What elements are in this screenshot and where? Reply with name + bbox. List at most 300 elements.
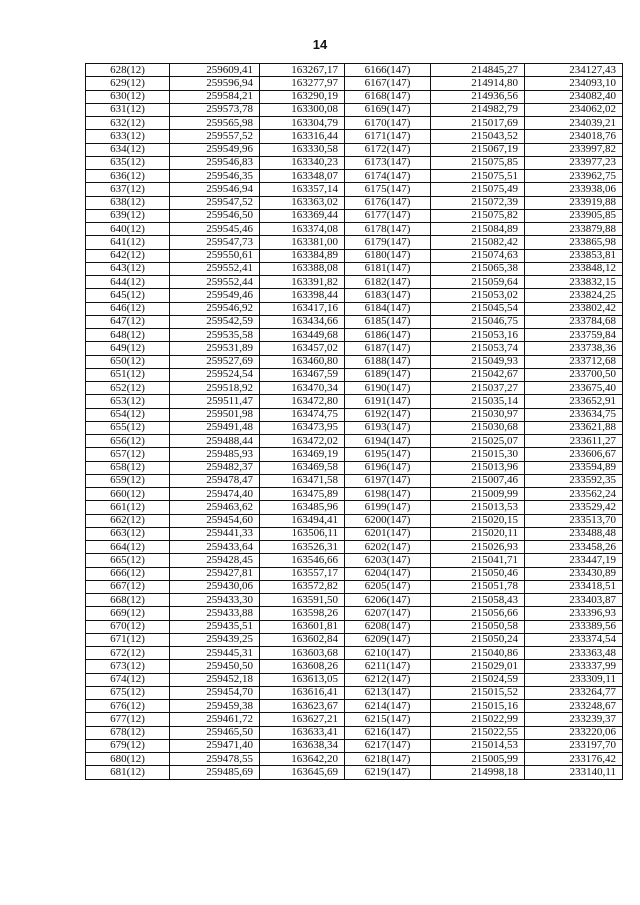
x-coordinate-cell: 259452,18	[170, 673, 260, 686]
x-coordinate-cell: 259535,58	[170, 329, 260, 342]
x-coordinate-cell: 259485,69	[170, 766, 260, 779]
table-row	[86, 170, 623, 183]
y-coordinate-cell: 163391,82	[260, 276, 345, 289]
y-coordinate-cell: 163494,41	[260, 514, 345, 527]
point-id-cell: 6201(147)	[345, 527, 431, 540]
x-coordinate-cell: 259546,94	[170, 183, 260, 196]
x-coordinate-cell: 259465,50	[170, 726, 260, 739]
point-id-cell: 631(12)	[86, 103, 170, 116]
point-id-cell: 639(12)	[86, 209, 170, 222]
point-id-cell: 642(12)	[86, 249, 170, 262]
x-coordinate-cell: 259478,55	[170, 753, 260, 766]
y-coordinate-cell: 163546,66	[260, 554, 345, 567]
table-row	[86, 594, 623, 607]
y-coordinate-cell: 163398,44	[260, 289, 345, 302]
x-coordinate-cell: 215042,67	[431, 368, 525, 381]
table-row	[86, 607, 623, 620]
point-id-cell: 677(12)	[86, 713, 170, 726]
point-id-cell: 6173(147)	[345, 156, 431, 169]
point-id-cell: 6167(147)	[345, 77, 431, 90]
y-coordinate-cell: 233832,15	[525, 276, 623, 289]
point-id-cell: 660(12)	[86, 488, 170, 501]
y-coordinate-cell: 163469,58	[260, 461, 345, 474]
point-id-cell: 659(12)	[86, 474, 170, 487]
table-row	[86, 276, 623, 289]
point-id-cell: 6179(147)	[345, 236, 431, 249]
page-number: 14	[312, 37, 328, 52]
table-row	[86, 103, 623, 116]
x-coordinate-cell: 259445,31	[170, 647, 260, 660]
x-coordinate-cell: 214998,18	[431, 766, 525, 779]
table-row	[86, 488, 623, 501]
point-id-cell: 6196(147)	[345, 461, 431, 474]
x-coordinate-cell: 259459,38	[170, 700, 260, 713]
x-coordinate-cell: 215024,59	[431, 673, 525, 686]
x-coordinate-cell: 215030,97	[431, 408, 525, 421]
point-id-cell: 6205(147)	[345, 580, 431, 593]
y-coordinate-cell: 233634,75	[525, 408, 623, 421]
x-coordinate-cell: 259549,96	[170, 143, 260, 156]
y-coordinate-cell: 233700,50	[525, 368, 623, 381]
point-id-cell: 675(12)	[86, 686, 170, 699]
x-coordinate-cell: 215050,46	[431, 567, 525, 580]
point-id-cell: 6172(147)	[345, 143, 431, 156]
x-coordinate-cell: 215014,53	[431, 739, 525, 752]
table-row	[86, 527, 623, 540]
point-id-cell: 6219(147)	[345, 766, 431, 779]
table-row	[86, 766, 623, 779]
point-id-cell: 6204(147)	[345, 567, 431, 580]
x-coordinate-cell: 259550,61	[170, 249, 260, 262]
point-id-cell: 6190(147)	[345, 382, 431, 395]
y-coordinate-cell: 233363,48	[525, 647, 623, 660]
point-id-cell: 640(12)	[86, 223, 170, 236]
table-row	[86, 647, 623, 660]
point-id-cell: 6182(147)	[345, 276, 431, 289]
table-row	[86, 117, 623, 130]
point-id-cell: 6207(147)	[345, 607, 431, 620]
y-coordinate-cell: 234127,43	[525, 64, 623, 77]
y-coordinate-cell: 163388,08	[260, 262, 345, 275]
y-coordinate-cell: 233529,42	[525, 501, 623, 514]
point-id-cell: 6210(147)	[345, 647, 431, 660]
x-coordinate-cell: 259463,62	[170, 501, 260, 514]
y-coordinate-cell: 163290,19	[260, 90, 345, 103]
x-coordinate-cell: 215030,68	[431, 421, 525, 434]
table-row	[86, 461, 623, 474]
y-coordinate-cell: 163434,66	[260, 315, 345, 328]
x-coordinate-cell: 259531,89	[170, 342, 260, 355]
point-id-cell: 679(12)	[86, 739, 170, 752]
y-coordinate-cell: 233197,70	[525, 739, 623, 752]
point-id-cell: 6206(147)	[345, 594, 431, 607]
x-coordinate-cell: 215050,24	[431, 633, 525, 646]
x-coordinate-cell: 259430,06	[170, 580, 260, 593]
y-coordinate-cell: 163608,26	[260, 660, 345, 673]
y-coordinate-cell: 163526,31	[260, 541, 345, 554]
y-coordinate-cell: 163475,89	[260, 488, 345, 501]
table-row	[86, 567, 623, 580]
point-id-cell: 6169(147)	[345, 103, 431, 116]
y-coordinate-cell: 234093,10	[525, 77, 623, 90]
y-coordinate-cell: 233962,75	[525, 170, 623, 183]
y-coordinate-cell: 163506,11	[260, 527, 345, 540]
x-coordinate-cell: 259501,98	[170, 408, 260, 421]
x-coordinate-cell: 215075,51	[431, 170, 525, 183]
x-coordinate-cell: 215041,71	[431, 554, 525, 567]
point-id-cell: 674(12)	[86, 673, 170, 686]
point-id-cell: 676(12)	[86, 700, 170, 713]
y-coordinate-cell: 234062,02	[525, 103, 623, 116]
x-coordinate-cell: 215050,58	[431, 620, 525, 633]
y-coordinate-cell: 233592,35	[525, 474, 623, 487]
y-coordinate-cell: 163572,82	[260, 580, 345, 593]
point-id-cell: 653(12)	[86, 395, 170, 408]
x-coordinate-cell: 259518,92	[170, 382, 260, 395]
point-id-cell: 672(12)	[86, 647, 170, 660]
y-coordinate-cell: 233652,91	[525, 395, 623, 408]
y-coordinate-cell: 233488,48	[525, 527, 623, 540]
table-row	[86, 514, 623, 527]
x-coordinate-cell: 215017,69	[431, 117, 525, 130]
x-coordinate-cell: 259546,83	[170, 156, 260, 169]
y-coordinate-cell: 233220,06	[525, 726, 623, 739]
point-id-cell: 673(12)	[86, 660, 170, 673]
y-coordinate-cell: 233239,37	[525, 713, 623, 726]
y-coordinate-cell: 233396,93	[525, 607, 623, 620]
y-coordinate-cell: 163601,81	[260, 620, 345, 633]
x-coordinate-cell: 259547,52	[170, 196, 260, 209]
table-row	[86, 183, 623, 196]
x-coordinate-cell: 259454,70	[170, 686, 260, 699]
point-id-cell: 633(12)	[86, 130, 170, 143]
point-id-cell: 634(12)	[86, 143, 170, 156]
x-coordinate-cell: 259546,92	[170, 302, 260, 315]
x-coordinate-cell: 215020,15	[431, 514, 525, 527]
table-row	[86, 382, 623, 395]
table-row	[86, 686, 623, 699]
table-row	[86, 130, 623, 143]
x-coordinate-cell: 259546,50	[170, 209, 260, 222]
point-id-cell: 681(12)	[86, 766, 170, 779]
x-coordinate-cell: 259511,47	[170, 395, 260, 408]
y-coordinate-cell: 163330,58	[260, 143, 345, 156]
y-coordinate-cell: 163613,05	[260, 673, 345, 686]
point-id-cell: 6211(147)	[345, 660, 431, 673]
point-id-cell: 6212(147)	[345, 673, 431, 686]
x-coordinate-cell: 215058,43	[431, 594, 525, 607]
point-id-cell: 6168(147)	[345, 90, 431, 103]
point-id-cell: 6209(147)	[345, 633, 431, 646]
point-id-cell: 6203(147)	[345, 554, 431, 567]
point-id-cell: 6213(147)	[345, 686, 431, 699]
x-coordinate-cell: 215015,30	[431, 448, 525, 461]
x-coordinate-cell: 259546,35	[170, 170, 260, 183]
table-row	[86, 355, 623, 368]
x-coordinate-cell: 259547,73	[170, 236, 260, 249]
y-coordinate-cell: 233621,88	[525, 421, 623, 434]
y-coordinate-cell: 233784,68	[525, 315, 623, 328]
x-coordinate-cell: 215007,46	[431, 474, 525, 487]
y-coordinate-cell: 163627,21	[260, 713, 345, 726]
x-coordinate-cell: 215084,89	[431, 223, 525, 236]
table-row	[86, 726, 623, 739]
point-id-cell: 6184(147)	[345, 302, 431, 315]
x-coordinate-cell: 215026,93	[431, 541, 525, 554]
table-row	[86, 196, 623, 209]
x-coordinate-cell: 215075,85	[431, 156, 525, 169]
y-coordinate-cell: 163340,23	[260, 156, 345, 169]
y-coordinate-cell: 233264,77	[525, 686, 623, 699]
table-row	[86, 673, 623, 686]
y-coordinate-cell: 233309,11	[525, 673, 623, 686]
x-coordinate-cell: 259545,46	[170, 223, 260, 236]
point-id-cell: 6202(147)	[345, 541, 431, 554]
point-id-cell: 6187(147)	[345, 342, 431, 355]
point-id-cell: 6215(147)	[345, 713, 431, 726]
y-coordinate-cell: 163603,68	[260, 647, 345, 660]
x-coordinate-cell: 215037,27	[431, 382, 525, 395]
x-coordinate-cell: 215013,53	[431, 501, 525, 514]
y-coordinate-cell: 163384,89	[260, 249, 345, 262]
y-coordinate-cell: 233675,40	[525, 382, 623, 395]
y-coordinate-cell: 233853,81	[525, 249, 623, 262]
x-coordinate-cell: 215067,19	[431, 143, 525, 156]
y-coordinate-cell: 233865,98	[525, 236, 623, 249]
point-id-cell: 649(12)	[86, 342, 170, 355]
y-coordinate-cell: 163472,02	[260, 435, 345, 448]
y-coordinate-cell: 163473,95	[260, 421, 345, 434]
table-row	[86, 236, 623, 249]
y-coordinate-cell: 163277,97	[260, 77, 345, 90]
y-coordinate-cell: 163471,58	[260, 474, 345, 487]
point-id-cell: 6189(147)	[345, 368, 431, 381]
table-row	[86, 395, 623, 408]
y-coordinate-cell: 233458,26	[525, 541, 623, 554]
x-coordinate-cell: 215022,99	[431, 713, 525, 726]
x-coordinate-cell: 215046,75	[431, 315, 525, 328]
x-coordinate-cell: 259435,51	[170, 620, 260, 633]
point-id-cell: 678(12)	[86, 726, 170, 739]
x-coordinate-cell: 259557,52	[170, 130, 260, 143]
point-id-cell: 646(12)	[86, 302, 170, 315]
y-coordinate-cell: 233594,89	[525, 461, 623, 474]
point-id-cell: 635(12)	[86, 156, 170, 169]
table-row	[86, 739, 623, 752]
point-id-cell: 658(12)	[86, 461, 170, 474]
point-id-cell: 6218(147)	[345, 753, 431, 766]
x-coordinate-cell: 215015,16	[431, 700, 525, 713]
x-coordinate-cell: 215053,74	[431, 342, 525, 355]
point-id-cell: 6193(147)	[345, 421, 431, 434]
table-row	[86, 633, 623, 646]
point-id-cell: 661(12)	[86, 501, 170, 514]
x-coordinate-cell: 214936,56	[431, 90, 525, 103]
table-row	[86, 580, 623, 593]
x-coordinate-cell: 259482,37	[170, 461, 260, 474]
x-coordinate-cell: 215074,63	[431, 249, 525, 262]
point-id-cell: 666(12)	[86, 567, 170, 580]
point-id-cell: 655(12)	[86, 421, 170, 434]
y-coordinate-cell: 233938,06	[525, 183, 623, 196]
x-coordinate-cell: 259433,88	[170, 607, 260, 620]
y-coordinate-cell: 233802,42	[525, 302, 623, 315]
point-id-cell: 6216(147)	[345, 726, 431, 739]
table-row	[86, 329, 623, 342]
y-coordinate-cell: 163460,80	[260, 355, 345, 368]
x-coordinate-cell: 259491,48	[170, 421, 260, 434]
x-coordinate-cell: 215075,49	[431, 183, 525, 196]
x-coordinate-cell: 215082,42	[431, 236, 525, 249]
point-id-cell: 650(12)	[86, 355, 170, 368]
point-id-cell: 6195(147)	[345, 448, 431, 461]
point-id-cell: 670(12)	[86, 620, 170, 633]
y-coordinate-cell: 163363,02	[260, 196, 345, 209]
y-coordinate-cell: 233759,84	[525, 329, 623, 342]
y-coordinate-cell: 233513,70	[525, 514, 623, 527]
point-id-cell: 6200(147)	[345, 514, 431, 527]
table-row	[86, 368, 623, 381]
point-id-cell: 680(12)	[86, 753, 170, 766]
x-coordinate-cell: 215020,11	[431, 527, 525, 540]
x-coordinate-cell: 259609,41	[170, 64, 260, 77]
point-id-cell: 638(12)	[86, 196, 170, 209]
point-id-cell: 6214(147)	[345, 700, 431, 713]
x-coordinate-cell: 259474,40	[170, 488, 260, 501]
y-coordinate-cell: 163316,44	[260, 130, 345, 143]
point-id-cell: 6166(147)	[345, 64, 431, 77]
y-coordinate-cell: 233176,42	[525, 753, 623, 766]
x-coordinate-cell: 215043,52	[431, 130, 525, 143]
point-id-cell: 6178(147)	[345, 223, 431, 236]
table-row	[86, 474, 623, 487]
x-coordinate-cell: 215072,39	[431, 196, 525, 209]
x-coordinate-cell: 215075,82	[431, 209, 525, 222]
y-coordinate-cell: 163633,41	[260, 726, 345, 739]
y-coordinate-cell: 233611,27	[525, 435, 623, 448]
x-coordinate-cell: 259584,21	[170, 90, 260, 103]
point-id-cell: 6208(147)	[345, 620, 431, 633]
y-coordinate-cell: 233848,12	[525, 262, 623, 275]
table-row	[86, 660, 623, 673]
point-id-cell: 648(12)	[86, 329, 170, 342]
x-coordinate-cell: 215013,96	[431, 461, 525, 474]
table-row	[86, 289, 623, 302]
point-id-cell: 6183(147)	[345, 289, 431, 302]
point-id-cell: 6217(147)	[345, 739, 431, 752]
y-coordinate-cell: 163638,34	[260, 739, 345, 752]
y-coordinate-cell: 233712,68	[525, 355, 623, 368]
x-coordinate-cell: 259573,78	[170, 103, 260, 116]
point-id-cell: 628(12)	[86, 64, 170, 77]
point-id-cell: 6171(147)	[345, 130, 431, 143]
y-coordinate-cell: 163602,84	[260, 633, 345, 646]
y-coordinate-cell: 163304,79	[260, 117, 345, 130]
y-coordinate-cell: 163616,41	[260, 686, 345, 699]
point-id-cell: 652(12)	[86, 382, 170, 395]
point-id-cell: 630(12)	[86, 90, 170, 103]
x-coordinate-cell: 259433,64	[170, 541, 260, 554]
point-id-cell: 657(12)	[86, 448, 170, 461]
y-coordinate-cell: 163591,50	[260, 594, 345, 607]
point-id-cell: 654(12)	[86, 408, 170, 421]
point-id-cell: 6188(147)	[345, 355, 431, 368]
x-coordinate-cell: 259485,93	[170, 448, 260, 461]
point-id-cell: 651(12)	[86, 368, 170, 381]
x-coordinate-cell: 215049,93	[431, 355, 525, 368]
x-coordinate-cell: 259441,33	[170, 527, 260, 540]
table-row	[86, 90, 623, 103]
table-row	[86, 541, 623, 554]
x-coordinate-cell: 215025,07	[431, 435, 525, 448]
table-row	[86, 421, 623, 434]
point-id-cell: 6194(147)	[345, 435, 431, 448]
y-coordinate-cell: 163598,26	[260, 607, 345, 620]
x-coordinate-cell: 259454,60	[170, 514, 260, 527]
table-row	[86, 620, 623, 633]
x-coordinate-cell: 259488,44	[170, 435, 260, 448]
y-coordinate-cell: 233389,56	[525, 620, 623, 633]
y-coordinate-cell: 233879,88	[525, 223, 623, 236]
x-coordinate-cell: 215059,64	[431, 276, 525, 289]
point-id-cell: 6174(147)	[345, 170, 431, 183]
point-id-cell: 637(12)	[86, 183, 170, 196]
coordinates-table	[85, 63, 623, 780]
x-coordinate-cell: 214845,27	[431, 64, 525, 77]
x-coordinate-cell: 259565,98	[170, 117, 260, 130]
table-row	[86, 262, 623, 275]
table-row	[86, 435, 623, 448]
x-coordinate-cell: 259542,59	[170, 315, 260, 328]
point-id-cell: 665(12)	[86, 554, 170, 567]
x-coordinate-cell: 215029,01	[431, 660, 525, 673]
y-coordinate-cell: 163449,68	[260, 329, 345, 342]
y-coordinate-cell: 163267,17	[260, 64, 345, 77]
point-id-cell: 6191(147)	[345, 395, 431, 408]
point-id-cell: 6170(147)	[345, 117, 431, 130]
point-id-cell: 6192(147)	[345, 408, 431, 421]
point-id-cell: 645(12)	[86, 289, 170, 302]
y-coordinate-cell: 163381,00	[260, 236, 345, 249]
point-id-cell: 6186(147)	[345, 329, 431, 342]
y-coordinate-cell: 163485,96	[260, 501, 345, 514]
coordinates-table-body	[86, 64, 623, 780]
y-coordinate-cell: 163474,75	[260, 408, 345, 421]
point-id-cell: 668(12)	[86, 594, 170, 607]
point-id-cell: 663(12)	[86, 527, 170, 540]
y-coordinate-cell: 233248,67	[525, 700, 623, 713]
table-row	[86, 64, 623, 77]
point-id-cell: 6199(147)	[345, 501, 431, 514]
y-coordinate-cell: 233562,24	[525, 488, 623, 501]
x-coordinate-cell: 259552,44	[170, 276, 260, 289]
x-coordinate-cell: 215056,66	[431, 607, 525, 620]
y-coordinate-cell: 233403,87	[525, 594, 623, 607]
y-coordinate-cell: 233905,85	[525, 209, 623, 222]
table-row	[86, 156, 623, 169]
x-coordinate-cell: 215053,16	[431, 329, 525, 342]
point-id-cell: 656(12)	[86, 435, 170, 448]
x-coordinate-cell: 259427,81	[170, 567, 260, 580]
x-coordinate-cell: 215053,02	[431, 289, 525, 302]
x-coordinate-cell: 215009,99	[431, 488, 525, 501]
y-coordinate-cell: 233418,51	[525, 580, 623, 593]
point-id-cell: 636(12)	[86, 170, 170, 183]
table-row	[86, 713, 623, 726]
point-id-cell: 643(12)	[86, 262, 170, 275]
y-coordinate-cell: 163557,17	[260, 567, 345, 580]
y-coordinate-cell: 233337,99	[525, 660, 623, 673]
